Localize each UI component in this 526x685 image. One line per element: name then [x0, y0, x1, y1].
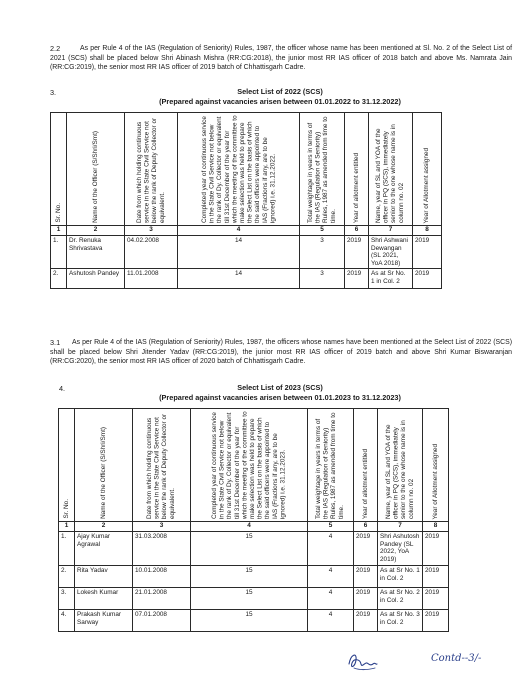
col-number: 6 — [345, 226, 369, 236]
cell-sr-no: 1. — [59, 532, 75, 566]
cell-year-entitled: 2019 — [354, 588, 378, 610]
cell-completed-years: 15 — [191, 588, 308, 610]
cell-date: 11.01.2008 — [125, 269, 178, 289]
cell-date: 10.01.2008 — [133, 566, 191, 588]
section-3-subtitle: (Prepared against vacancies arisen between 01.01.2022 to 31.12.2022) — [159, 97, 401, 106]
header-sr-no: Sr. No. — [59, 409, 75, 522]
header-sr-no: Sr. No. — [51, 113, 67, 226]
header-date: Date from which holding continuous service in the State Civil Service not below the rank of Deputy Collector or equivalent. — [133, 409, 191, 522]
cell-sr-no: 2. — [51, 269, 67, 289]
cell-senior-officer: Shri Ashutosh Pandey (SL 2022, YoA 2019) — [378, 532, 423, 566]
cell-senior-officer: As at Sr No. 2 in Col. 2 — [378, 588, 423, 610]
column-number-row — [51, 226, 442, 236]
col-number: 5 — [300, 226, 345, 236]
col-number: 8 — [423, 522, 449, 532]
header-year-entitled: Year of allotment entitled — [354, 409, 378, 522]
select-list-2022-table — [50, 112, 442, 289]
cell-weightage: 4 — [308, 532, 354, 566]
table-row — [51, 269, 442, 289]
header-senior-officer: Name, year of SL and YOA of the officer in PQ (SCS), immediately senior to the one whose name is in column no. 02 — [369, 113, 413, 226]
col-number: 7 — [378, 522, 423, 532]
cell-date: 21.01.2008 — [133, 588, 191, 610]
cell-year-assigned: 2019 — [413, 269, 442, 289]
cell-weightage: 3 — [300, 236, 345, 269]
cell-completed-years: 15 — [191, 610, 308, 632]
cell-weightage: 3 — [300, 269, 345, 289]
para-2-2-number: 2.2 — [50, 44, 61, 53]
cell-year-assigned: 2019 — [423, 610, 449, 632]
cell-year-assigned: 2019 — [423, 588, 449, 610]
header-name: Name of the Officer (S/Shri/Smt) — [75, 409, 133, 522]
cell-name: Ajay Kumar Agrawal — [75, 532, 133, 566]
cell-name: Ashutosh Pandey — [67, 269, 125, 289]
cell-date: 04.02.2008 — [125, 236, 178, 269]
section-3-title: Select List of 2022 (SCS) — [237, 87, 323, 96]
cell-sr-no: 3. — [59, 588, 75, 610]
cell-senior-officer: As at Sr No. 1 in Col. 2 — [378, 566, 423, 588]
cell-completed-years: 14 — [178, 236, 300, 269]
para-3-1: As per Rule 4 of the IAS (Regulation of Seniority) Rules, 1987, the officers whose names have been mentioned at the Select List of 2022 (SCS) shall be placed below Shri Jitender Yadav (RR:CG:2019), the junior most RR IAS officer of 2019 batch and above Shri Kumar Biswaranjan (RR:CG:2020), the senior most RR IAS officer of 2020 batch of Chhattisgarh Cadre. — [50, 339, 512, 366]
cell-senior-officer: As at Sr No. 1 in Col. 2 — [369, 269, 413, 289]
section-3-number: 3. — [50, 88, 57, 97]
col-number: 6 — [354, 522, 378, 532]
header-date: Date from which holding continuous service in the State Civil Service not below the rank of Deputy Collector or equivalent. — [125, 113, 178, 226]
cell-year-entitled: 2019 — [345, 236, 369, 269]
cell-name: Lokesh Kumar — [75, 588, 133, 610]
cell-completed-years: 15 — [191, 532, 308, 566]
col-number: 2 — [67, 226, 125, 236]
cell-completed-years: 15 — [191, 566, 308, 588]
cell-year-assigned: 2019 — [423, 532, 449, 566]
table-row — [51, 236, 442, 269]
header-weightage: Total weightage in years in terms of the IAS (Regulation of Seniority) Rules, 1987 as amended from time to time. — [300, 113, 345, 226]
section-4-number: 4. — [59, 384, 66, 393]
col-number: 4 — [178, 226, 300, 236]
table-row — [59, 532, 449, 566]
col-number: 1 — [51, 226, 67, 236]
header-weightage: Total weightage in years in terms of the IAS (Regulation of Seniority) Rules, 1987 as amended from time to time. — [308, 409, 354, 522]
table-row — [59, 610, 449, 632]
cell-sr-no: 1. — [51, 236, 67, 269]
section-4-subtitle: (Prepared against vacancies arisen between 01.01.2023 to 31.12.2023) — [159, 393, 401, 402]
header-completed-years: Completed year of continuous service in the State Civil Service not below the rank of Dy. Collector or equivalent till 31st December of the year for which the meeting of the committee to make selection was held to prepare the Select List on the basis of which the said officers were appointed to IAS (Fractions if any, are to be ignored) i.e. 31.12.2023. — [191, 409, 308, 522]
cell-senior-officer: Shri Ashwani Dewangan (SL 2021, YoA 2018) — [369, 236, 413, 269]
header-senior-officer: Name, year of SL and YOA of the officer in PQ (SCS), immediately senior to the one whose name is in column no. 02 — [378, 409, 423, 522]
cell-weightage: 4 — [308, 588, 354, 610]
cell-sr-no: 4. — [59, 610, 75, 632]
select-list-2023-table — [58, 408, 449, 632]
col-number: 3 — [133, 522, 191, 532]
col-number: 7 — [369, 226, 413, 236]
cell-year-entitled: 2019 — [354, 532, 378, 566]
col-number: 4 — [191, 522, 308, 532]
column-number-row — [59, 522, 449, 532]
para-3-1-number: 3.1 — [50, 338, 61, 347]
cell-sr-no: 2. — [59, 566, 75, 588]
table-row — [59, 566, 449, 588]
section-4-title: Select List of 2023 (SCS) — [237, 383, 323, 392]
cell-date: 31.03.2008 — [133, 532, 191, 566]
table-row — [59, 588, 449, 610]
cell-name: Prakash Kumar Sarway — [75, 610, 133, 632]
cell-year-entitled: 2019 — [354, 610, 378, 632]
cell-year-entitled: 2019 — [345, 269, 369, 289]
cell-name: Dr. Renuka Shrivastava — [67, 236, 125, 269]
cell-name: Rita Yadav — [75, 566, 133, 588]
header-completed-years: Completed year of continuous service in the State Civil Service not below the rank of Dy. Collector or equivalent till 31st December of the year for which the meeting of the committee to make selection was held to prepare the Select List on the basis of which the said officers were appointed to IAS (Fractions if any, are to be ignored) i.e. 31.12.2022. — [178, 113, 300, 226]
header-year-assigned: Year of Allotment assigned — [423, 409, 449, 522]
header-year-assigned: Year of Allotment assigned — [413, 113, 442, 226]
cell-date: 07.01.2008 — [133, 610, 191, 632]
header-name: Name of the Officer (S/Shri/Smt) — [67, 113, 125, 226]
cell-weightage: 4 — [308, 610, 354, 632]
signature — [345, 650, 379, 672]
cell-senior-officer: As at Sr No. 3 in Col. 2 — [378, 610, 423, 632]
col-number: 3 — [125, 226, 178, 236]
col-number: 2 — [75, 522, 133, 532]
continued-note: Contd--3/- — [431, 653, 482, 664]
cell-year-assigned: 2019 — [423, 566, 449, 588]
col-number: 8 — [413, 226, 442, 236]
cell-year-assigned: 2019 — [413, 236, 442, 269]
col-number: 1 — [59, 522, 75, 532]
header-year-entitled: Year of allotment entitled — [345, 113, 369, 226]
col-number: 5 — [308, 522, 354, 532]
cell-year-entitled: 2019 — [354, 566, 378, 588]
cell-completed-years: 14 — [178, 269, 300, 289]
cell-weightage: 4 — [308, 566, 354, 588]
para-2-2: As per Rule 4 of the IAS (Regulation of Seniority) Rules, 1987, the officer whose name has been mentioned at Sl. No. 2 of the Select List of 2021 (SCS) shall be placed below Shri Abinash Mishra (RR:CG:2018), the junior most RR IAS officer of 2018 batch and above Ms. Namrata Jain (RR:CG:2019), the senior most RR IAS officer of 2019 batch of Chhattisgarh Cadre. — [50, 45, 512, 72]
